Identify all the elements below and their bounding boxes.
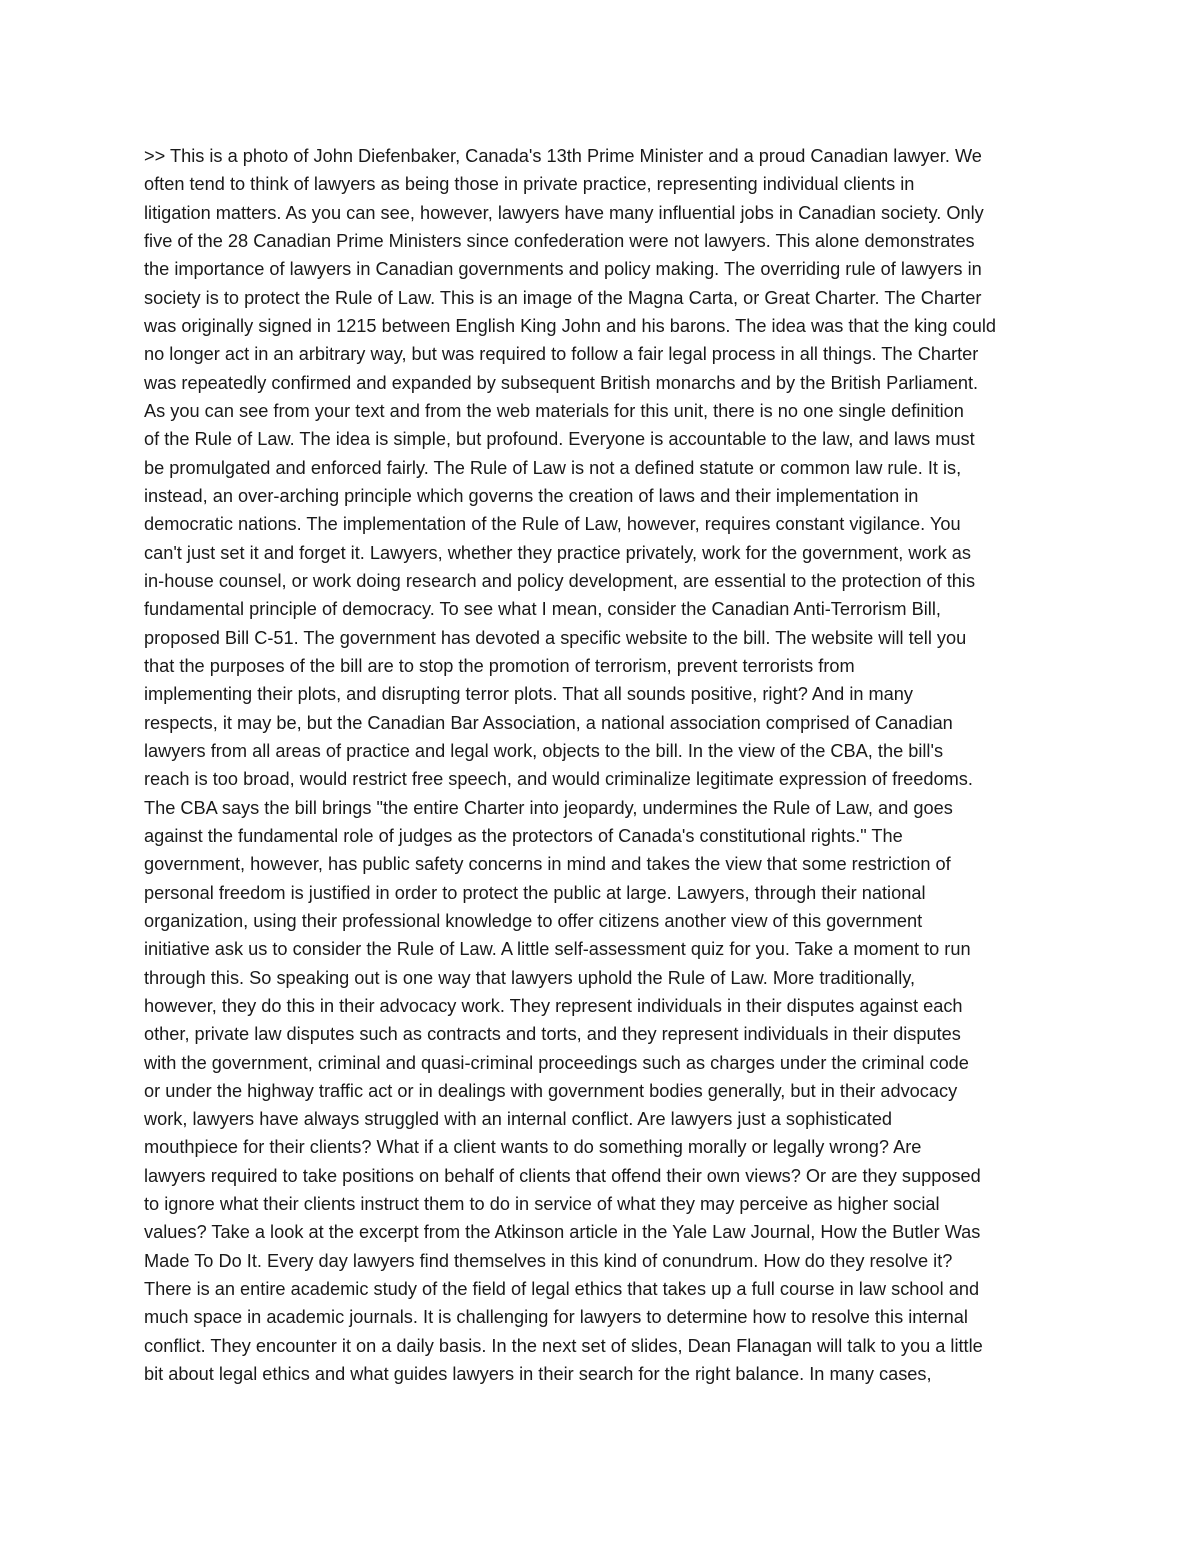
transcript-line: values? Take a look at the excerpt from the Atkinson article in the Yale Law Journal, How the Butler Was [144,1222,981,1243]
transcript-line: bit about legal ethics and what guides lawyers in their search for the right balance. In many cases, [144,1364,932,1385]
transcript-line: through this. So speaking out is one way that lawyers uphold the Rule of Law. More traditionally, [144,967,916,988]
transcript-line: implementing their plots, and disrupting terror plots. That all sounds positive, right? And in many [144,684,913,705]
transcript-line: five of the 28 Canadian Prime Ministers since confederation were not lawyers. This alone demonstrates [144,230,975,251]
transcript-line: government, however, has public safety concerns in mind and takes the view that some restriction of [144,854,951,875]
transcript-line: to ignore what their clients instruct them to do in service of what they may perceive as higher social [144,1194,940,1215]
transcript-line: work, lawyers have always struggled with an internal conflict. Are lawyers just a sophisticated [144,1109,893,1130]
transcript-line: the importance of lawyers in Canadian governments and policy making. The overriding rule of lawyers in [144,259,982,280]
transcript-line: instead, an over-arching principle which governs the creation of laws and their implementation in [144,485,919,506]
transcript-line: fundamental principle of democracy. To see what I mean, consider the Canadian Anti-Terrorism Bill, [144,599,941,620]
transcript-body [144,142,1074,1388]
transcript-line: reach is too broad, would restrict free speech, and would criminalize legitimate expression of freedoms. [144,769,973,790]
transcript-line: no longer act in an arbitrary way, but was required to follow a fair legal process in all things. The Charter [144,344,979,365]
transcript-line: can't just set it and forget it. Lawyers, whether they practice privately, work for the government, work as [144,542,971,563]
transcript-line: society is to protect the Rule of Law. This is an image of the Magna Carta, or Great Charter. The Charter [144,287,982,308]
transcript-line: much space in academic journals. It is challenging for lawyers to determine how to resolve this internal [144,1307,968,1328]
transcript-line: organization, using their professional knowledge to offer citizens another view of this government [144,910,923,931]
transcript-line: There is an entire academic study of the field of legal ethics that takes up a full course in law school and [144,1279,980,1300]
transcript-line: democratic nations. The implementation of the Rule of Law, however, requires constant vigilance. You [144,514,961,535]
transcript-line: with the government, criminal and quasi-criminal proceedings such as charges under the criminal code [144,1052,969,1073]
transcript-line: personal freedom is justified in order to protect the public at large. Lawyers, through their national [144,882,926,903]
transcript-line: The CBA says the bill brings "the entire Charter into jeopardy, undermines the Rule of Law, and goes [144,797,953,818]
transcript-line: proposed Bill C-51. The government has devoted a specific website to the bill. The website will tell you [144,627,967,648]
transcript-line: lawyers from all areas of practice and legal work, objects to the bill. In the view of the CBA, the bill's [144,740,944,761]
transcript-line: other, private law disputes such as contracts and torts, and they represent individuals in their disputes [144,1024,961,1045]
transcript-line: respects, it may be, but the Canadian Bar Association, a national association comprised of Canadian [144,712,953,733]
transcript-line: was repeatedly confirmed and expanded by subsequent British monarchs and by the British Parliament. [144,372,979,393]
transcript-line: of the Rule of Law. The idea is simple, but profound. Everyone is accountable to the law, and laws must [144,429,975,450]
transcript-line: or under the highway traffic act or in dealings with government bodies generally, but in their advocacy [144,1080,958,1101]
transcript-line: that the purposes of the bill are to stop the promotion of terrorism, prevent terrorists from [144,655,855,676]
transcript-line: initiative ask us to consider the Rule of Law. A little self-assessment quiz for you. Take a moment to run [144,939,971,960]
transcript-line: mouthpiece for their clients? What if a client wants to do something morally or legally wrong? Are [144,1137,922,1158]
transcript-line: however, they do this in their advocacy work. They represent individuals in their disputes against each [144,995,963,1016]
transcript-line: conflict. They encounter it on a daily basis. In the next set of slides, Dean Flanagan will talk to you a little [144,1335,983,1356]
transcript-line: As you can see from your text and from the web materials for this unit, there is no one single definition [144,400,964,421]
transcript-line: be promulgated and enforced fairly. The Rule of Law is not a defined statute or common law rule. It is, [144,457,962,478]
transcript-line: litigation matters. As you can see, however, lawyers have many influential jobs in Canadian society. Only [144,202,984,223]
transcript-line: often tend to think of lawyers as being those in private practice, representing individual clients in [144,174,915,195]
transcript-line: lawyers required to take positions on behalf of clients that offend their own views? Or are they supposed [144,1165,981,1186]
transcript-line: >> This is a photo of John Diefenbaker, Canada's 13th Prime Minister and a proud Canadian lawyer. We [144,146,982,166]
transcript-line: in-house counsel, or work doing research and policy development, are essential to the protection of this [144,570,976,591]
transcript-line: was originally signed in 1215 between English King John and his barons. The idea was that the king could [144,315,996,336]
transcript-line: Made To Do It. Every day lawyers find themselves in this kind of conundrum. How do they resolve it? [144,1250,953,1271]
transcript-line: against the fundamental role of judges as the protectors of Canada's constitutional rights." The [144,825,903,846]
